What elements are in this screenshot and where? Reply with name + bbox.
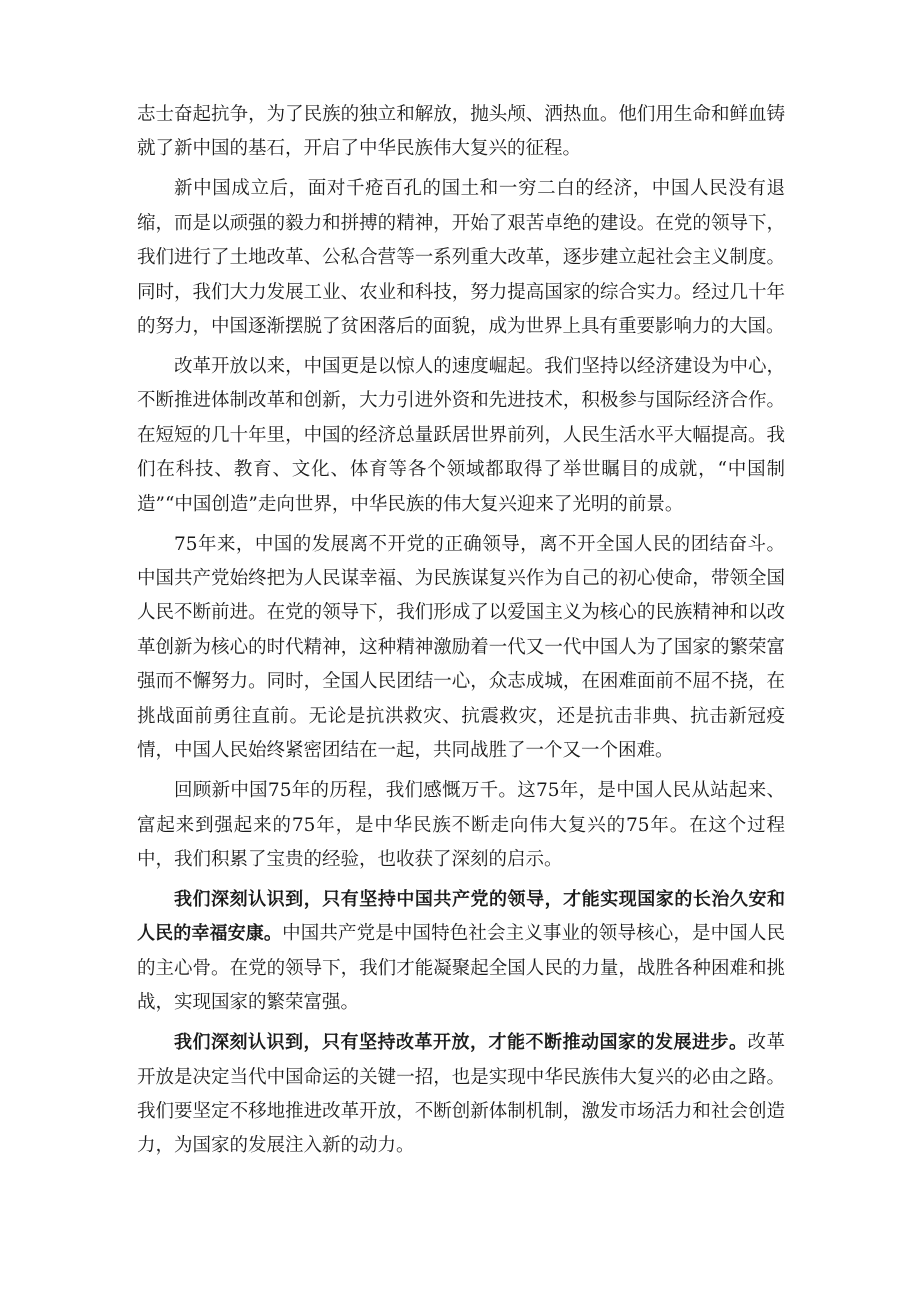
paragraph-review: 回顾新中国75年的历程，我们感慨万千。这75年，是中国人民从站起来、富起来到强起来的75年，是中华民族不断走向伟大复兴的75年。在这个过程中，我们积累了宝贵的经验，也收获了深刻的启示。 xyxy=(137,780,785,870)
paragraph-party-leadership: 75年来，中国的发展离不开党的正确领导，离不开全国人民的团结奋斗。中国共产党始终把为人民谋幸福、为民族谋复兴作为自己的初心使命，带领全国人民不断前进。在党的领导下，我们形成了以爱国主义为核心的民族精神和以改革创新为核心的时代精神，这种精神激励着一代又一代中国人为了国家的繁荣富强而不懈努力。同时，全国人民团结一心，众志成城，在困难面前不屈不挠，在挑战面前勇往直前。无论是抗洪救灾、抗震救灾，还是抗击非典、抗击新冠疫情，中国人民始终紧密团结在一起，共同战胜了一个又一个困难。 xyxy=(137,533,785,762)
paragraph-reform-opening: 改革开放以来，中国更是以惊人的速度崛起。我们坚持以经济建设为中心，不断推进体制改革和创新，大力引进外资和先进技术，积极参与国际经济合作。在短短的几十年里，中国的经济总量跃居世界前列，人民生活水平大幅提高。我们在科技、教育、文化、体育等各个领域都取得了举世瞩目的成就，“中国制造”“中国创造”走向世界，中华民族的伟大复兴迎来了光明的前景。 xyxy=(137,356,785,515)
paragraph-founding: 新中国成立后，面对千疮百孔的国土和一穷二白的经济，中国人民没有退缩，而是以顽强的毅力和拼搏的精神，开始了艰苦卓绝的建设。在党的领导下，我们进行了土地改革、公私合营等一系列重大改革，逐步建立起社会主义制度。同时，我们大力发展工业、农业和科技，努力提高国家的综合实力。经过几十年的努力，中国逐渐摆脱了贫困落后的面貌，成为世界上具有重要影响力的大国。 xyxy=(137,178,785,338)
insight-reform-text: 改革开放是决定当代中国命运的关键一招，也是实现中华民族伟大复兴的必由之路。我们要坚定不移地推进改革开放，不断创新体制机制，激发市场活力和社会创造力，为国家的发展注入新的动力。 xyxy=(137,1032,785,1157)
paragraph-continuation: 志士奋起抗争，为了民族的独立和解放，抛头颅、洒热血。他们用生命和鲜血铸就了新中国的基石，开启了中华民族伟大复兴的征程。 xyxy=(137,104,785,160)
insight-party-text: 中国共产党是中国特色社会主义事业的领导核心，是中国人民的主心骨。在党的领导下，我们才能凝聚起全国人民的力量，战胜各种困难和挑战，实现国家的繁荣富强。 xyxy=(137,923,785,1014)
insight-reform-heading: 我们深刻认识到，只有坚持改革开放，才能不断推动国家的发展进步。 xyxy=(174,1032,748,1054)
paragraph-insight-reform xyxy=(137,1026,785,1164)
paragraph-insight-party xyxy=(137,883,785,1021)
insight-party-heading: 我们深刻认识到，只有坚持中国共产党的领导，才能实现国家的长治久安和人民的幸福安康。 xyxy=(137,888,785,945)
document-body xyxy=(137,98,785,1169)
